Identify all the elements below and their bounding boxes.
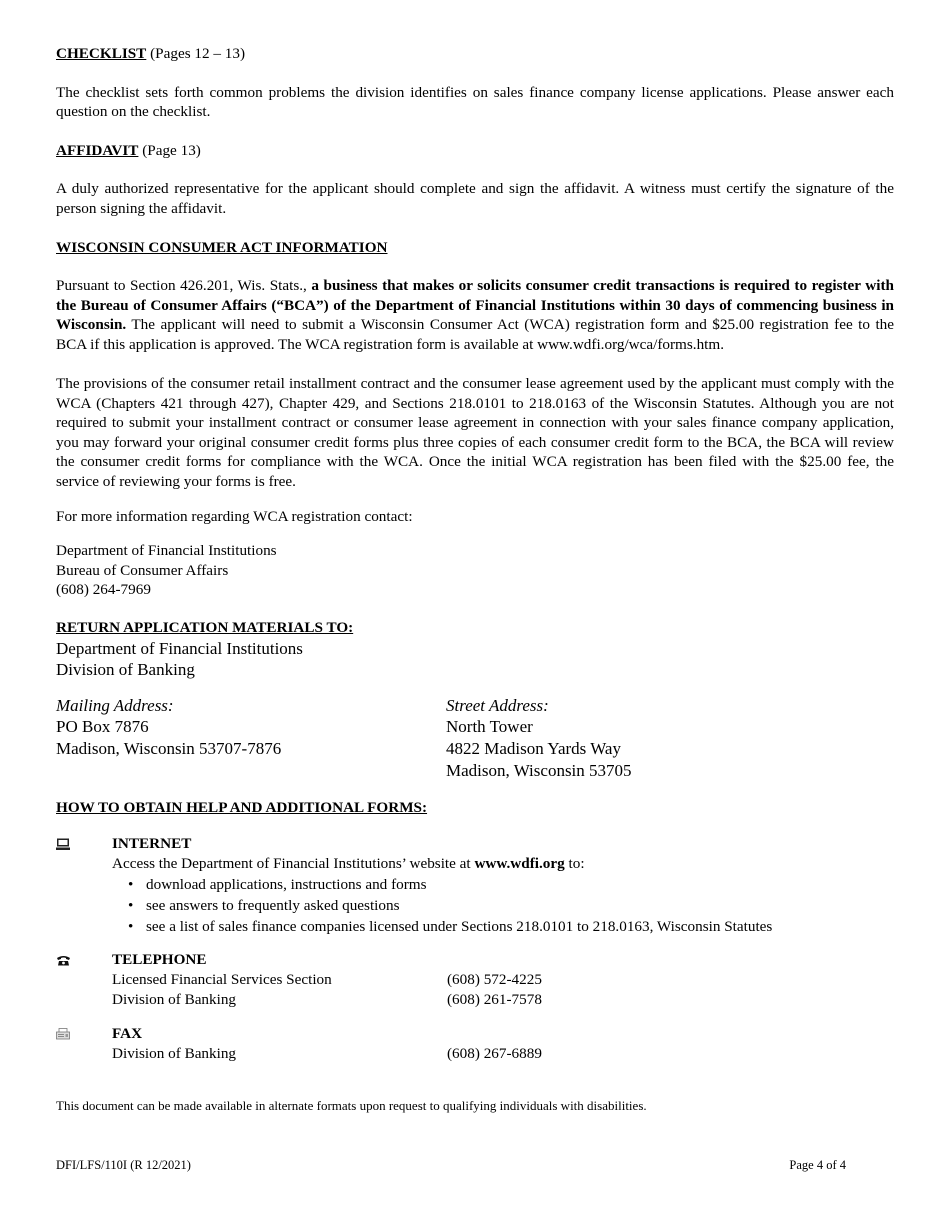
mailing-address — [56, 695, 446, 781]
internet-text-start: Access the Department of Financial Institutions’ website at — [112, 855, 475, 873]
street-address — [446, 695, 894, 781]
accessibility-note: This document can be made available in alternate formats upon request to qualifying individuals with disabilities. — [56, 1098, 647, 1113]
wca-section — [56, 238, 894, 600]
wca-p1-bold: a business that makes or solicits consumer credit transactions is required to register with the Bureau of Consumer Affairs (“BCA”) of the Department of Financial Institutions within 30 days of commencing business in Wisconsin. — [56, 277, 894, 334]
page-footer — [56, 1158, 846, 1173]
help-telephone — [56, 950, 894, 1011]
internet-text-end: to: — [564, 855, 585, 873]
internet-url-link[interactable]: www.wdfi.org — [474, 855, 565, 873]
computer-icon — [56, 834, 112, 938]
return-heading: RETURN APPLICATION MATERIALS TO: — [56, 618, 354, 636]
help-heading: HOW TO OBTAIN HELP AND ADDITIONAL FORMS: — [56, 799, 428, 817]
telephone-row-1-number: (608) 261-7578 — [447, 991, 542, 1009]
affidavit-pages: (Page 13) — [138, 141, 201, 159]
fax-row-0-number: (608) 267-6889 — [447, 1044, 542, 1062]
help-section — [56, 798, 894, 1064]
wca-contact-phone: (608) 264-7969 — [56, 581, 151, 599]
checklist-heading: CHECKLIST — [56, 45, 147, 62]
telephone-row-0-name: Licensed Financial Services Section — [112, 970, 332, 988]
street-line2: 4822 Madison Yards Way — [446, 738, 621, 758]
telephone-row-0-number: (608) 572-4225 — [447, 970, 542, 988]
affidavit-section — [56, 141, 894, 219]
wca-heading: WISCONSIN CONSUMER ACT INFORMATION — [56, 238, 388, 256]
street-label: Street Address: — [446, 695, 549, 715]
checklist-section — [56, 44, 894, 122]
street-line3: Madison, Wisconsin 53705 — [446, 760, 632, 780]
mailing-line1: PO Box 7876 — [56, 717, 149, 737]
list-item: • download applications, instructions and forms — [128, 874, 894, 895]
checklist-pages: (Pages 12 – 13) — [146, 45, 246, 62]
fax-row-0-name: Division of Banking — [112, 1044, 237, 1062]
fax-title: FAX — [112, 1024, 143, 1042]
table-row — [112, 1044, 894, 1065]
wca-p1-end: The applicant will need to submit a Wisconsin Consumer Act (WCA) registration form and $25.00 registration fee to the BCA if this application is approved. The WCA registration form is available at www.wdfi.org/wca/forms.htm. — [56, 316, 894, 353]
help-fax — [56, 1024, 894, 1064]
affidavit-heading: AFFIDAVIT — [56, 141, 139, 159]
mailing-line2: Madison, Wisconsin 53707-7876 — [56, 738, 282, 758]
wca-contact-line1: Department of Financial Institutions — [56, 542, 277, 560]
wca-p1-start: Pursuant to Section 426.201, Wis. Stats., — [56, 277, 312, 295]
document-page — [56, 44, 894, 1114]
list-item: • see answers to frequently asked questions — [128, 895, 894, 916]
internet-bullet-list — [112, 874, 894, 937]
table-row — [112, 990, 894, 1011]
wca-contact-line2: Bureau of Consumer Affairs — [56, 561, 229, 579]
telephone-icon — [56, 950, 112, 1011]
list-item: • see a list of sales finance companies licensed under Sections 218.0101 to 218.0163, Wisconsin Statutes — [128, 916, 894, 937]
telephone-title: TELEPHONE — [112, 951, 207, 969]
address-grid — [56, 695, 894, 781]
checklist-text: The checklist sets forth common problems the division identifies on sales finance company license applications. Please answer each question on the checklist. — [56, 83, 894, 121]
fax-icon — [56, 1024, 112, 1064]
page-number: Page 4 of 4 — [789, 1158, 846, 1172]
form-id: DFI/LFS/110I (R 12/2021) — [56, 1158, 191, 1172]
return-section — [56, 618, 894, 781]
internet-text — [112, 853, 894, 874]
return-line1: Department of Financial Institutions — [56, 638, 303, 658]
street-line1: North Tower — [446, 717, 533, 737]
mailing-label: Mailing Address: — [56, 695, 174, 715]
affidavit-text: A duly authorized representative for the applicant should complete and sign the affidavit. A witness must certify the signature of the person signing the affidavit. — [56, 180, 894, 217]
table-row — [112, 970, 894, 991]
internet-title: INTERNET — [112, 834, 192, 852]
help-internet — [56, 834, 894, 938]
return-line2: Division of Banking — [56, 660, 195, 680]
telephone-row-1-name: Division of Banking — [112, 991, 237, 1009]
wca-more-info: For more information regarding WCA registration contact: — [56, 507, 413, 525]
wca-paragraph-1 — [56, 276, 894, 354]
wca-paragraph-2: The provisions of the consumer retail installment contract and the consumer lease agreement used by the applicant must comply with the WCA (Chapters 421 through 427), Chapter 429, and Sections 218.0101 to 218.0163 of the Wisconsin Statutes. Although you are not required to submit your installment contract or consumer lease agreement in connection with your sales finance company application, you may forward your original consumer credit forms plus three copies of each consumer credit form to the BCA, the BCA will review the consumer credit forms for compliance with the WCA. Once the initial WCA registration has been filed with the $25.00 fee, the service of reviewing your forms is free. — [56, 375, 894, 490]
